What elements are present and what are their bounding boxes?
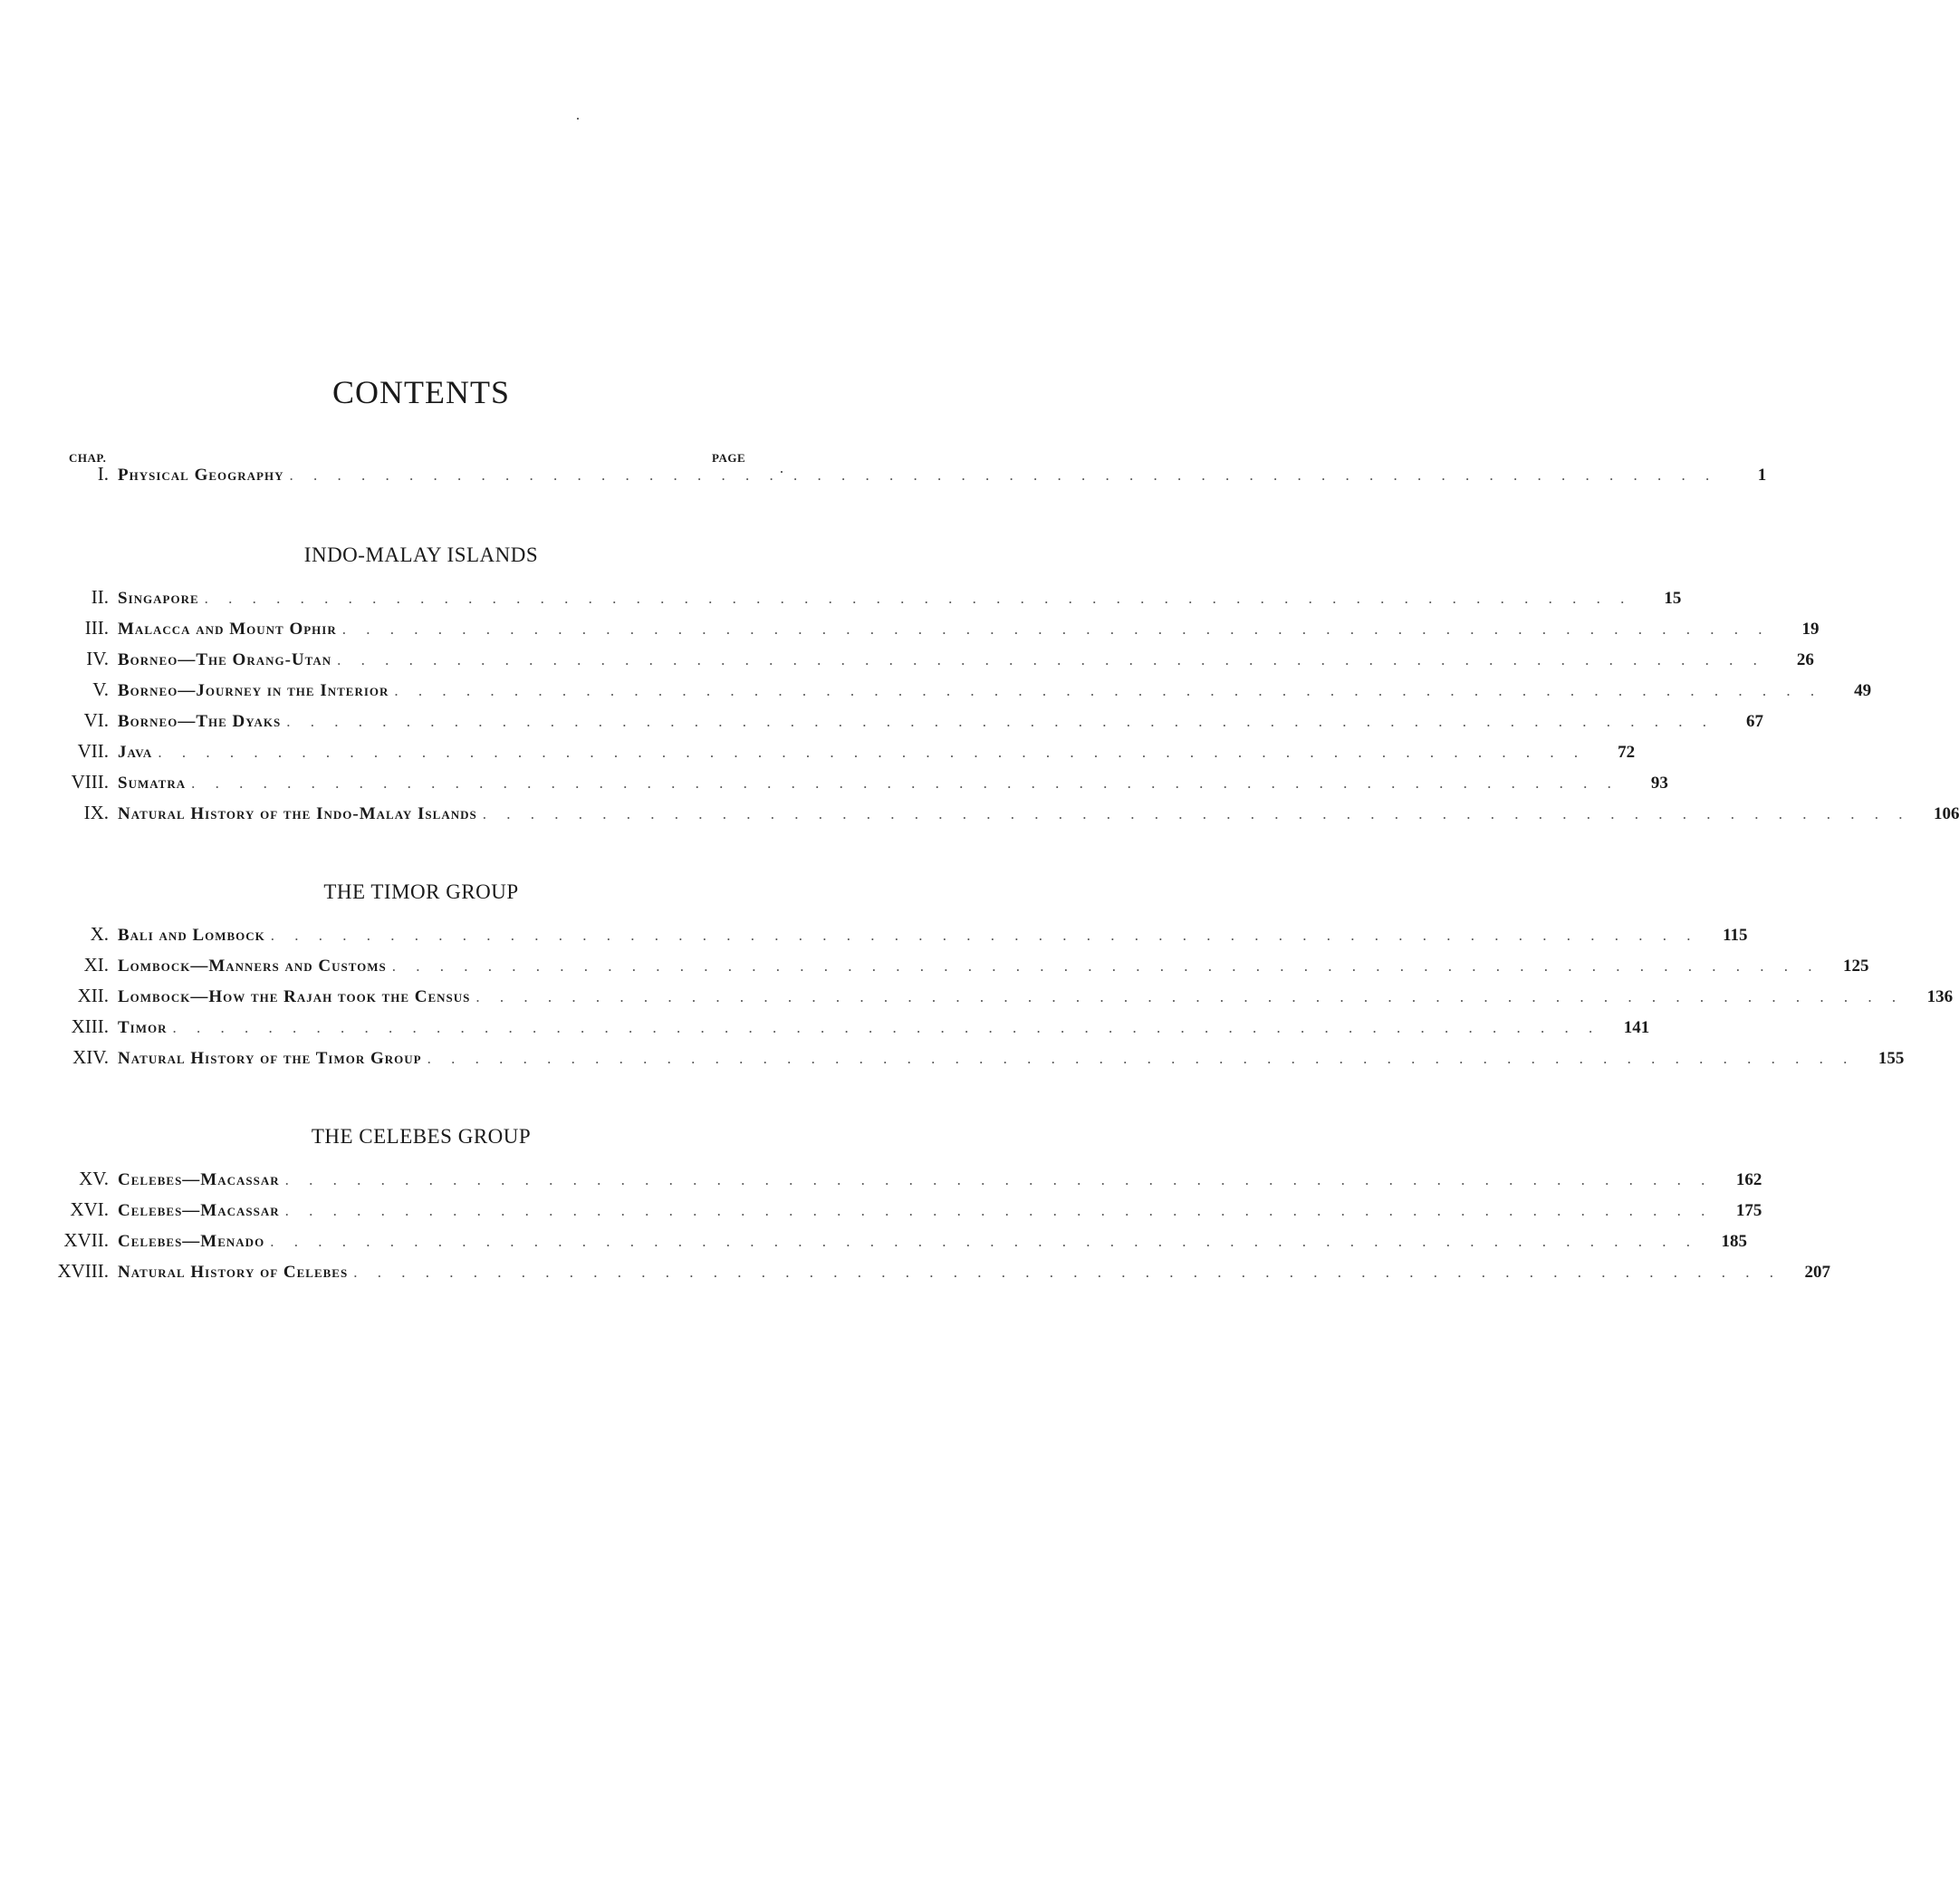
page-number: 1 bbox=[1757, 466, 1767, 485]
chapter-title: Singapore bbox=[118, 589, 199, 608]
chapter-number: IX. bbox=[83, 802, 109, 823]
chapter-number: I. bbox=[97, 463, 109, 485]
chapter-title: Celebes—Macassar bbox=[118, 1201, 280, 1220]
toc-entry bbox=[27, 954, 1869, 981]
page-number: 175 bbox=[1735, 1201, 1762, 1220]
chapter-title: Timor bbox=[118, 1018, 168, 1037]
dot-leader: . . . . . . . . . . . . . . . . . . . . . . . . . . . . . . . . . . . . . . . . . . . . . . . . . . . . . . . . . . . . bbox=[204, 590, 1633, 607]
chapter-title: Natural History of the Indo-Malay Islands bbox=[118, 804, 477, 823]
toc-entry bbox=[27, 617, 1820, 644]
dot-leader: . . . . . . . . . . . . . . . . . . . . . . . . . . . . . . . . . . . . . . . . . . . . . . . . . . . . . . . . . . . . bbox=[391, 957, 1820, 975]
chapter-number: VIII. bbox=[71, 771, 109, 793]
toc-entry bbox=[27, 709, 1763, 736]
dot-leader: . . . . . . . . . . . . . . . . . . . . . . . . . . . . . . . . . . . . . . . . . . . . . . . . . . . . . . . . . . . . bbox=[337, 651, 1765, 668]
toc-entry bbox=[27, 463, 1767, 490]
toc-entry bbox=[27, 1015, 1650, 1043]
dot-leader: . . . . . . . . . . . . . . . . . . . . . . . . . . . . . . . . . . . . . . . . . . . . . . . . . . . . . . . . . . . . bbox=[286, 713, 1714, 730]
chapter-title: Borneo—The Orang-Utan bbox=[118, 650, 332, 669]
chapter-title: Java bbox=[118, 743, 153, 762]
chapter-number: XV. bbox=[79, 1168, 109, 1189]
chapter-number: VI. bbox=[83, 709, 109, 731]
chapter-title: Malacca and Mount Ophir bbox=[118, 620, 337, 639]
chapter-number: XII. bbox=[77, 985, 109, 1006]
chapter-number: XVII. bbox=[63, 1229, 109, 1251]
toc-entry bbox=[27, 1168, 1762, 1195]
section-title: THE TIMOR GROUP bbox=[323, 880, 519, 903]
page-number: 72 bbox=[1618, 743, 1636, 762]
chapter-number: II. bbox=[91, 586, 109, 608]
toc-entry bbox=[27, 985, 1954, 1012]
dot-leader: . . . . . . . . . . . . . . . . . . . . . . . . . . . . . . . . . . . . . . . . . . . . . . . . . . . . . . . . . . . . bbox=[353, 1264, 1781, 1281]
dot-leader: . . . . . . . . . . . . . . . . . . . . . . . . . . . . . . . . . . . . . . . . . . . . . . . . . . . . . . . . . . . . bbox=[475, 988, 1905, 1005]
chapter-number: IV. bbox=[86, 648, 109, 669]
chapter-title: Lombock—Manners and Customs bbox=[118, 957, 387, 976]
dot-leader: . . . . . . . . . . . . . . . . . . . . . . . . . . . . . . . . . . . . . . . . . . . . . . . . . . . . . . . . . . . . bbox=[158, 744, 1587, 761]
toc-entry bbox=[27, 1046, 1905, 1073]
chapter-number: XVI. bbox=[70, 1198, 109, 1220]
page-number: 185 bbox=[1721, 1232, 1747, 1251]
dot-leader: . . . . . . . . . . . . . . . . . . . . . . . . . . . . . . . . . . . . . . . . . . . . . . . . . . . . . . . . . . . . bbox=[172, 1019, 1601, 1036]
chapter-number: VII. bbox=[77, 740, 109, 762]
page-number: 125 bbox=[1843, 957, 1869, 976]
page-number: 207 bbox=[1804, 1263, 1830, 1282]
toc-entry bbox=[27, 1260, 1830, 1287]
page-number: 141 bbox=[1623, 1018, 1650, 1037]
dot-leader: . . . . . . . . . . . . . . . . . . . . . . . . . . . . . . . . . . . . . . . . . . . . . . . . . . . . . . . . . . . . bbox=[284, 1171, 1714, 1188]
chapter-title: Natural History of Celebes bbox=[118, 1263, 349, 1282]
page-number: 15 bbox=[1664, 589, 1682, 608]
toc-entry bbox=[27, 678, 1872, 706]
page-number: 136 bbox=[1926, 987, 1954, 1006]
chapter-title: Borneo—Journey in the Interior bbox=[118, 681, 389, 700]
chapter-title: Physical Geography bbox=[118, 466, 284, 485]
page-number: 19 bbox=[1801, 620, 1820, 639]
page-title: CONTENTS bbox=[332, 374, 510, 410]
chapter-number: XIII. bbox=[71, 1015, 109, 1037]
toc-entry bbox=[27, 740, 1636, 767]
chapter-title: Natural History of the Timor Group bbox=[118, 1049, 422, 1068]
chapter-number: XIV. bbox=[72, 1046, 109, 1068]
toc-entry bbox=[27, 648, 1814, 675]
dot-leader: . . . . . . . . . . . . . . . . . . . . . . . . . . . . . . . . . . . . . . . . . . . . . . . . . . . . . . . . . . . . bbox=[482, 805, 1911, 822]
dot-leader: . . . . . . . . . . . . . . . . . . . . . . . . . . . . . . . . . . . . . . . . . . . . . . . . . . . . . . . . . . . . bbox=[270, 1233, 1698, 1250]
toc-entry bbox=[27, 771, 1668, 798]
page-number: 115 bbox=[1723, 926, 1748, 945]
chapter-title: Celebes—Macassar bbox=[118, 1170, 280, 1189]
page-number: 49 bbox=[1854, 681, 1872, 700]
chapter-number: X. bbox=[90, 923, 109, 945]
toc-entry bbox=[27, 1198, 1762, 1226]
dot-leader: . . . . . . . . . . . . . . . . . . . . . . . . . . . . . . . . . . . . . . . . . . . . . . . . . . . . . . . . . . . . bbox=[341, 620, 1771, 638]
section-title: INDO-MALAY ISLANDS bbox=[303, 543, 539, 566]
page-number: 155 bbox=[1877, 1049, 1905, 1068]
chapter-number: XVIII. bbox=[57, 1260, 109, 1282]
print-speck bbox=[577, 118, 579, 120]
chapter-number: III. bbox=[84, 617, 109, 639]
dot-leader: . . . . . . . . . . . . . . . . . . . . . . . . . . . . . . . . . . . . . . . . . . . . . . . . . . . . . . . . . . . . bbox=[191, 774, 1619, 792]
chap-column-header: CHAP. bbox=[69, 451, 107, 465]
page-number: 106 bbox=[1933, 804, 1959, 823]
section-title: THE CELEBES GROUP bbox=[311, 1125, 532, 1148]
dot-leader: . . . . . . . . . . . . . . . . . . . . . . . . . . . . . . . . . . . . . . . . . . . . . . . . . . . . . . . . . . . . bbox=[284, 1202, 1714, 1219]
page-column-header: PAGE bbox=[712, 451, 746, 465]
chapter-number: XI. bbox=[83, 954, 109, 976]
page-number: 162 bbox=[1735, 1170, 1762, 1189]
page-number: 26 bbox=[1796, 650, 1814, 669]
chapter-title: Celebes—Menado bbox=[118, 1232, 265, 1251]
toc-entry bbox=[27, 802, 1959, 829]
chapter-number: V. bbox=[92, 678, 109, 700]
chapter-title: Bali and Lombock bbox=[118, 926, 265, 945]
page-number: 67 bbox=[1745, 712, 1763, 731]
dot-leader: . . . . . . . . . . . . . . . . . . . . . . . . . . . . . . . . . . . . . . . . . . . . . . . . . . . . . . . . . . . . bbox=[394, 682, 1823, 699]
page-number: 93 bbox=[1650, 774, 1668, 793]
toc-entry bbox=[27, 586, 1682, 613]
dot-leader: . . . . . . . . . . . . . . . . . . . . . . . . . . . . . . . . . . . . . . . . . . . . . . . . . . . . . . . . . . . . bbox=[270, 927, 1699, 944]
toc-entry bbox=[27, 1229, 1747, 1256]
chapter-title: Borneo—The Dyaks bbox=[118, 712, 282, 731]
chapter-title: Lombock—How the Rajah took the Census bbox=[118, 987, 471, 1006]
chapter-title: Sumatra bbox=[118, 774, 187, 793]
dot-leader: . . . . . . . . . . . . . . . . . . . . . . . . . . . . . . . . . . . . . . . . . . . . . . . . . . . . . . . . . . . . bbox=[289, 466, 1718, 484]
dot-leader: . . . . . . . . . . . . . . . . . . . . . . . . . . . . . . . . . . . . . . . . . . . . . . . . . . . . . . . . . . . . bbox=[427, 1050, 1856, 1067]
toc-entry bbox=[27, 923, 1748, 950]
